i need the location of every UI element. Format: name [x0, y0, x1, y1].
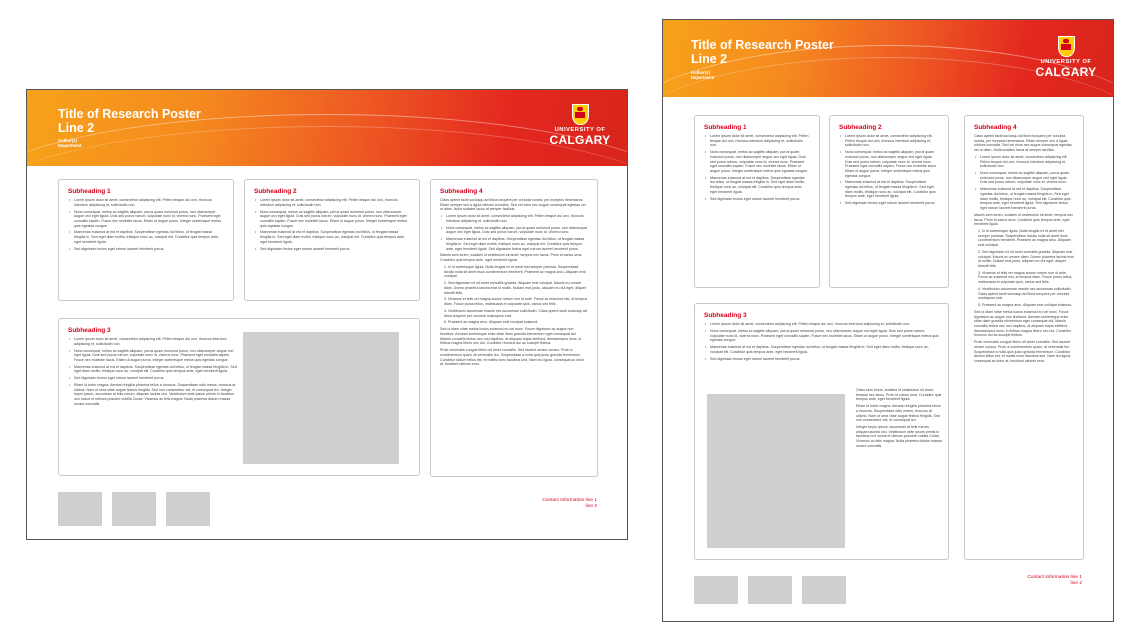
- list-item: • Sed dignissim lectus eget rutrum laoreet hendrerit purus.: [74, 376, 240, 381]
- contact-info: [542, 498, 597, 510]
- crest-icon: [572, 104, 589, 125]
- contact-info: [1027, 575, 1082, 587]
- university-logo: [1033, 36, 1099, 78]
- list-item: • Etiam id tortor magna. Aenean fringilla pharetra tellus a rhoncus. Suspendisse odio metus, rhoncus at ullams. Nam ut urna vitae augue finibus fringilla. Sed non consectetur est, et consequat leo. Integer turpis ipsum, accumsan at felis rutrum, aliquam lacinia orci. Vestibulum ante ipsum primis in faucibus orci luctus et ultrices posuere cubilia Curae; Vivamus ac felis magna. Nulla pharetra dictum massa ornare convallis.: [74, 383, 240, 406]
- list-item: 5. Praesent ac magna arcu. Aliquam erat volutpat euismod.: [978, 303, 1073, 308]
- list-item: • Maecenas euismod at est et dapibus. Suspendisse egestas dui tellus, ut feugiat massa fringilla in. Sed eget diam mollis, tristique nunc ac, volutpat elit. Curabitur quis tempus ante, eget hendrerit ligula.: [710, 345, 939, 354]
- list-item: • Maecenas euismod at est et dapibus. Suspendisse egestas dui tellus, ut feugiat massa fringilla in. Sed eget diam mollis, tristique nunc ac, volutpat elit. Curabitur quis tempus ante, eget hendrerit ligula.: [74, 230, 224, 244]
- subheading-4: Subheading 4: [974, 124, 1017, 131]
- list-item: • Sed dignissim lectus eget rutrum laoreet hendrerit purus.: [74, 247, 224, 252]
- subheading-2: Subheading 2: [839, 124, 882, 131]
- department-text: Department: [58, 142, 82, 148]
- poster-header: [27, 90, 627, 166]
- list-item: • Maecenas euismod at est et dapibus. Suspendisse egestas dui tellus, ut feugiat massa fringilla in. Sed eget diam mollis, tristique nunc ac, volutpat elit. Curabitur quis tempus ante, eget hendrerit ligula. Sed dignissim lectus eget rutrum laoreet hendrerit purus.: [446, 237, 588, 251]
- list-item: 1. In id scelerisque ligula. Nulla feugiat mi et amet nisl semper pulvinar. Suspendisse iaculis nulla sit amet risus condimentum hendrerit. Praesent ac magna arcu. Aliquam erat volutpat.: [978, 229, 1071, 248]
- list-item: • Lorem ipsum dolor sit amet, consectetur adipiscing elit. Pellen tesque dui orci, rhoncus interdum adipiscing et, sollicitudin non.: [980, 155, 1074, 169]
- section-4-numbered: [440, 265, 588, 325]
- list-item: • Sed dignissim lectus eget rutrum laoreet hendrerit purus.: [845, 201, 939, 206]
- list-item: • Nunc consequat, metus ac sagittis aliquam, purus quam euismod purus, non ullamcorper augue orci eget ligula. Duis sed purus rutrum, vulputate nunc id, viverra nunc.: [446, 226, 588, 235]
- title-line-2: Line 2: [58, 120, 95, 135]
- list-item: • Nunc consequat, metus ac sagittis aliquam, purus quam euismod purus, non ullamcorper augue orci eget ligula. Duis sed purus rutrum, vulputate nunc id, viverra nunc. Praesent eget convallis sapien. Fusce nec molestie lacus. Etiam ut augue purus. Integer scelerisque metus quis egestas congue.: [845, 150, 939, 178]
- university-logo: [547, 104, 613, 146]
- section-1-bullets: [704, 134, 810, 201]
- image-placeholder: [707, 394, 845, 548]
- logo-placeholder-3: [802, 576, 846, 604]
- logo-placeholder-1: [58, 492, 102, 526]
- section-4-intro: Class aptent taciti sociosqu ad litora torquent per conubia nostra, per inceptos himenaeos. Etiam semper orci a ligula ultrices convallis. Sed vel risus nec augue consequat egestas vel ut diam. Nulla sodales lacus at semper facilisis.: [440, 198, 586, 212]
- list-item: • Maecenas euismod at est et dapibus. Suspendisse egestas dui tellus, ut feugiat massa fringilla in. Sed eget diam mollis, tristique nunc ac, volutpat elit. Curabitur quis tempus ante, eget hendrerit ligula.: [710, 176, 810, 195]
- section-3: [694, 303, 949, 560]
- section-2-bullets: [839, 134, 939, 206]
- poster-authors: [691, 71, 714, 81]
- section-4-end-1: Sed ut diam vitae metus luctus euismod eu vel nunc. Fusce dignissim ac augue non tincidunt. Aenean scelerisque enim vitae diam gravida elementum eget consequat dui. Mauris convallis lectus nec orci dapibus, at aliquam turpis eleifend. Aeneaempus risus, in finibus magna libero nec dui. Curabitur rhoncus dui ac suscipit finibus.: [440, 327, 582, 346]
- department-text: Department: [691, 74, 715, 80]
- list-item: 1. In id scelerisque ligula. Nulla feugiat mi et amet nisl semper pulvinar. Suspendisse iaculis nulla sit amet risus condimentum hendrerit. Praesent ac magna arcu. Aliquam erat volutpat.: [444, 265, 586, 279]
- section-3-side-text: [856, 388, 942, 451]
- section-3-bullets: [704, 322, 939, 361]
- list-item: 4. Vestibulum accumsan mauris nec accumsan sollicitudin. Class aptent taciti sociosqu ad litora torquent per conubia nostraprus erat.: [444, 308, 588, 318]
- subheading-2: Subheading 2: [254, 188, 297, 195]
- logo-calgary: CALGARY: [1035, 64, 1097, 79]
- section-4: [430, 179, 598, 477]
- list-item: • Maecenas euismod at est et dapibus. Suspendisse egestas dui tellus, ut feugiat massa fringilla in. Sed eget diam mollis, tristique nunc ac, volutpat elit. Curabitur quis tempus ante, eget hendrerit ligula.: [74, 365, 240, 374]
- logo-placeholder-2: [112, 492, 156, 526]
- section-4-mid: Mauris sem lorem, sodales id vestibulum sit amet, tempus nec lacus. Proin id varius urna. Curabitur quis tempus ante, eget hendrerit ligula.: [440, 253, 583, 263]
- list-item: 2. Sed dignissim mi sit amet convallis gravida. Aliquam erat volutpat. Mauris eu ornare diam. Donec pharetra lacinia erat id mollis. Nullam erat justo, aliquam eu dui eget, aliquet blandit felis.: [978, 249, 1074, 268]
- list-item: • Nunc consequat, metus ac sagittis aliquam, purus quam euismod purus, non ullamcorper augue orci eget ligula. Duis sed purus rutrum, vulputate nunc id, viverra nunc. Praesent eget convallis sapien. Fusce nec molestie lacus. Etiam ut augue purus. Integer scelerisque metus quis egestas congue.: [74, 349, 240, 363]
- poster-title: [691, 39, 834, 67]
- section-2: [244, 179, 420, 301]
- list-item: 4. Vestibulum accumsan mauris nec accumsan sollicitudin. Class aptent taciti sociosqu ad litora torquent per conubia nostraprus erat.: [978, 286, 1072, 301]
- contact-line-1: Contact Information line 1: [1027, 575, 1082, 580]
- title-line-1: Title of Research Poster: [691, 38, 834, 52]
- subheading-1: Subheading 1: [704, 124, 747, 131]
- side-paragraph: Integer turpis ipsum, accumsan at felis rutrum, aliquam lacinia orci. Vestibulum ante ipsum primis in faucibus orci luctus et ultrices posuere cubilia Curae; Vivamus ac felis magna. Nulla pharetra dictum massa ornare convallis.: [856, 425, 942, 448]
- section-3: [58, 318, 420, 476]
- list-item: • Lorem ipsum dolor sit amet, consectetur adipiscing elit. Pellen tesque dui orci, rhoncus interdum adipiscing et, sollicitudin non.: [74, 198, 224, 207]
- subheading-1: Subheading 1: [68, 188, 111, 195]
- logo-placeholder-2: [748, 576, 792, 604]
- logo-placeholder-3: [166, 492, 210, 526]
- section-1: [58, 179, 234, 301]
- section-2-bullets: [254, 198, 410, 251]
- section-2: [829, 115, 949, 288]
- list-item: • Sed dignissim lectus eget rutrum laoreet hendrerit purus.: [710, 197, 810, 202]
- section-1-bullets: [68, 198, 224, 251]
- section-4-end-2: Proin venenatis congue libero sit amet convallis. Sed laoreet ornare cursus. Proin a condimentum quam, at venenatis leo. Suspendisse a nulla quis justo gravida fermentum. Curabitur dictum tellus est, et mattis nunc faucibus sed. Nam leo ligula, consequat ac dolor at, tincidunt ultrices eros.: [974, 340, 1072, 363]
- section-4-bullets: [974, 155, 1074, 211]
- image-placeholder: [243, 332, 399, 464]
- portrait-poster: [662, 19, 1114, 622]
- logo-placeholder-1: [694, 576, 738, 604]
- poster-header: [663, 20, 1113, 97]
- section-4-mid: Mauris sem lorem, sodales id vestibulum sit amet, tempus nec lacus. Proin id varius urna. Curabitur quis tempus ante, eget hendrerit ligula.: [974, 212, 1074, 227]
- list-item: • Nunc consequat, metus ac sagittis aliquam, purus quam euismod purus, non ullamcorper augue orci eget ligula. Duis sed purus rutrum, vulputate nunc id, viverra nunc. Praesent eget convallis sapien. Fusce nec molestie lacus. Etiam ut augue purus. Integer scelerisque metus quis egestas congue.: [260, 210, 410, 229]
- list-item: • Lorem ipsum dolor sit amet, consectetur adipiscing elit. Pellen tesque dui orci, rhoncus interdum adipiscing et, sollicitudin non.: [710, 322, 939, 327]
- list-item: • Sed dignissim lectus eget rutrum laoreet hendrerit purus.: [710, 357, 939, 362]
- landscape-poster: [26, 89, 628, 540]
- authors-text: Author(s): [58, 138, 77, 143]
- list-item: • Maecenas euismod at est et dapibus. Suspendisse egestas dui tellus, ut feugiat massa fringilla in. Sed eget diam mollis, tristique nunc ac, volutpat elit. Curabitur quis tempus ante, eget hendrerit ligula.: [260, 230, 410, 244]
- title-line-2: Line 2: [691, 51, 728, 66]
- list-item: 5. Praesent ac magna arcu. Aliquam erat volutpat euismod.: [444, 320, 539, 325]
- section-3-bullets: [68, 337, 240, 406]
- list-item: 3. Vivamus et felis vel magna auctor rutrum non id ante. Fusce ac euismod nisi, at tempus diam. Fusce purus tellus, malesuada et vulputate quis, varius sed felis.: [978, 270, 1073, 285]
- subheading-3: Subheading 3: [704, 312, 747, 319]
- section-4: [964, 115, 1084, 560]
- list-item: • Lorem ipsum dolor sit amet, consectetur adipiscing elit. Pellen tesque dui orci, rhoncus interdum adipiscing et, sollicitudin non.: [446, 214, 588, 223]
- logo-calgary: CALGARY: [549, 132, 611, 147]
- authors-text: Author(s): [691, 70, 710, 75]
- section-4-end-2: Proin venenatis congue libero sit amet convallis. Sed laoreet ornare cursus. Proin a condimentum quam, at venenatis leo. Suspendisse a nulla quis justo gravida fermentum. Curabitur dictum tellus est, et mattis nunc faucibus sed. Nam leo ligula, consequat ac dolor at, tincidunt ultrices eros.: [440, 348, 585, 367]
- section-4-bullets: [440, 214, 588, 251]
- list-item: • Lorem ipsum dolor sit amet, consectetur adipiscing elit. Pellen tesque dui orci, rhoncus interdum adipiscing et, sollicitudin non.: [845, 134, 939, 148]
- list-item: • Nunc consequat, metus ac sagittis aliquam, purus quam euismod purus, non ullamcorper augue orci eget ligula. Duis sed purus rutrum, vulputate nunc id, viverra nunc. Praesent eget convallis sapien. Fusce nec molestie lacus. Etiam ut augue purus. Integer scelerisque metus quis egestas congue.: [710, 329, 939, 343]
- list-item: • Nunc consequat, metus ac sagittis aliquam, purus quam euismod purus, non ullamcorper augue orci eget ligula. Duis sed purus rutrum, vulputate nunc id, viverra nunc. Praesent eget convallis sapien. Fusce nec molestie lacus. Etiam ut augue purus. Integer scelerisque metus quis egestas congue.: [710, 150, 810, 173]
- list-item: 2. Sed dignissim mi sit amet convallis gravida. Aliquam erat volutpat. Mauris eu ornare diam. Donec pharetra lacinia erat id mollis. Nullam erat justo, aliquam eu dui eget, aliquet blandit felis.: [444, 281, 586, 295]
- subheading-3: Subheading 3: [68, 327, 111, 334]
- list-item: • Lorem ipsum dolor sit amet, consectetur adipiscing elit. Pellen tesque dui orci, rhoncus interdum adipiscing et, sollicitudin non.: [74, 337, 240, 346]
- list-item: • Nunc consequat, metus ac sagittis aliquam, purus quam euismod purus, non ullamcorper augue orci eget ligula. Duis sed purus rutrum, vulputate nunc id, viverra nunc. Praesent eget convallis sapien. Fusce nec molestie lacus. Etiam ut augue purus. Integer scelerisque metus quis egestas congue.: [74, 210, 224, 229]
- list-item: • Sed dignissim lectus eget rutrum laoreet hendrerit purus.: [260, 247, 410, 252]
- title-line-1: Title of Research Poster: [58, 107, 201, 121]
- section-4-end-1: Sed ut diam vitae metus luctus euismod eu vel nunc. Fusce dignissim ac augue non tincidunt. Aenean scelerisque enim vitae diam gravida elementum eget consequat dui. Mauris convallis lectus nec orci dapibus, at aliquam turpis eleifend. Aeneaempus risus, in finibus magna libero nec dui. Curabitur rhoncus dui ac suscipit finibus.: [974, 310, 1072, 338]
- contact-line-2: line 2: [1070, 581, 1082, 587]
- crest-icon: [1058, 36, 1075, 57]
- list-item: • Lorem ipsum dolor sit amet, consectetur adipiscing elit. Pellen tesque dui orci, rhoncus interdum adipiscing et, sollicitudin non.: [710, 134, 810, 148]
- poster-authors: [58, 139, 81, 149]
- contact-line-1: Contact Information line 1: [542, 498, 597, 503]
- section-4-numbered: [974, 229, 1074, 308]
- section-4-intro: Class aptent taciti sociosqu ad litora torquent per conubia nostra, per inceptos himenaeos. Etiam semper orci a ligula ultrices convallis. Sed vel risus nec augue consequat egestas vel ut diam. Nulla sodales lacus at semper facilisis.: [974, 134, 1072, 153]
- section-1: [694, 115, 820, 288]
- list-item: • Nunc consequat, metus ac sagittis aliquam, purus quam euismod purus, non ullamcorper augue orci eget ligula. Duis sed purus rutrum, vulputate nunc id, viverra nunc.: [980, 171, 1074, 185]
- list-item: • Lorem ipsum dolor sit amet, consectetur adipiscing elit. Pellen tesque dui orci, rhoncus interdum adipiscing et, sollicitudin non.: [260, 198, 410, 207]
- contact-line-2: line 2: [585, 504, 597, 510]
- list-item: • Maecenas euismod at est et dapibus. Suspendisse egestas dui tellus, ut feugiat massa fringilla in. Sed eget diam mollis, tristique nunc ac, volutpat elit. Curabitur quis tempus ante, eget hendrerit ligula.: [845, 180, 939, 199]
- logo-univ: UNIVERSITY OF: [554, 127, 606, 133]
- list-item: • Maecenas euismod at est et dapibus. Suspendisse egestas dui tellus, ut feugiat massa fringilla in. Sed eget diam mollis, tristique nunc ac, volutpat elit. Curabitur quis tempus ante, eget hendrerit ligula. Sed dignissim lectus eget rutrum laoreet hendrerit purus.: [980, 187, 1074, 210]
- logo-univ: UNIVERSITY OF: [1040, 59, 1092, 65]
- side-paragraph: Class sem lorem, sodales id vestibulum sit amet, tempus nec lacus. Proin id varius urna. Curabitur quis tempus ante, eget hendrerit ligula.: [856, 388, 942, 402]
- subheading-4: Subheading 4: [440, 188, 483, 195]
- side-paragraph: Etiam id tortor magna. Aenean fringilla pharetra tellus a rhoncus. Suspendisse odio metus, rhoncus at ullams. Nam ut urna vitae augue finibus fringilla. Sed non consectetur est, et consequat leo.: [856, 404, 941, 423]
- list-item: 3. Vivamus et felis vel magna auctor rutrum non id ante. Fusce ac euismod nisi, at tempus diam. Fusce purus tellus, malesuada et vulputate quis, varius sed felis.: [444, 297, 588, 307]
- poster-title: [58, 108, 201, 136]
